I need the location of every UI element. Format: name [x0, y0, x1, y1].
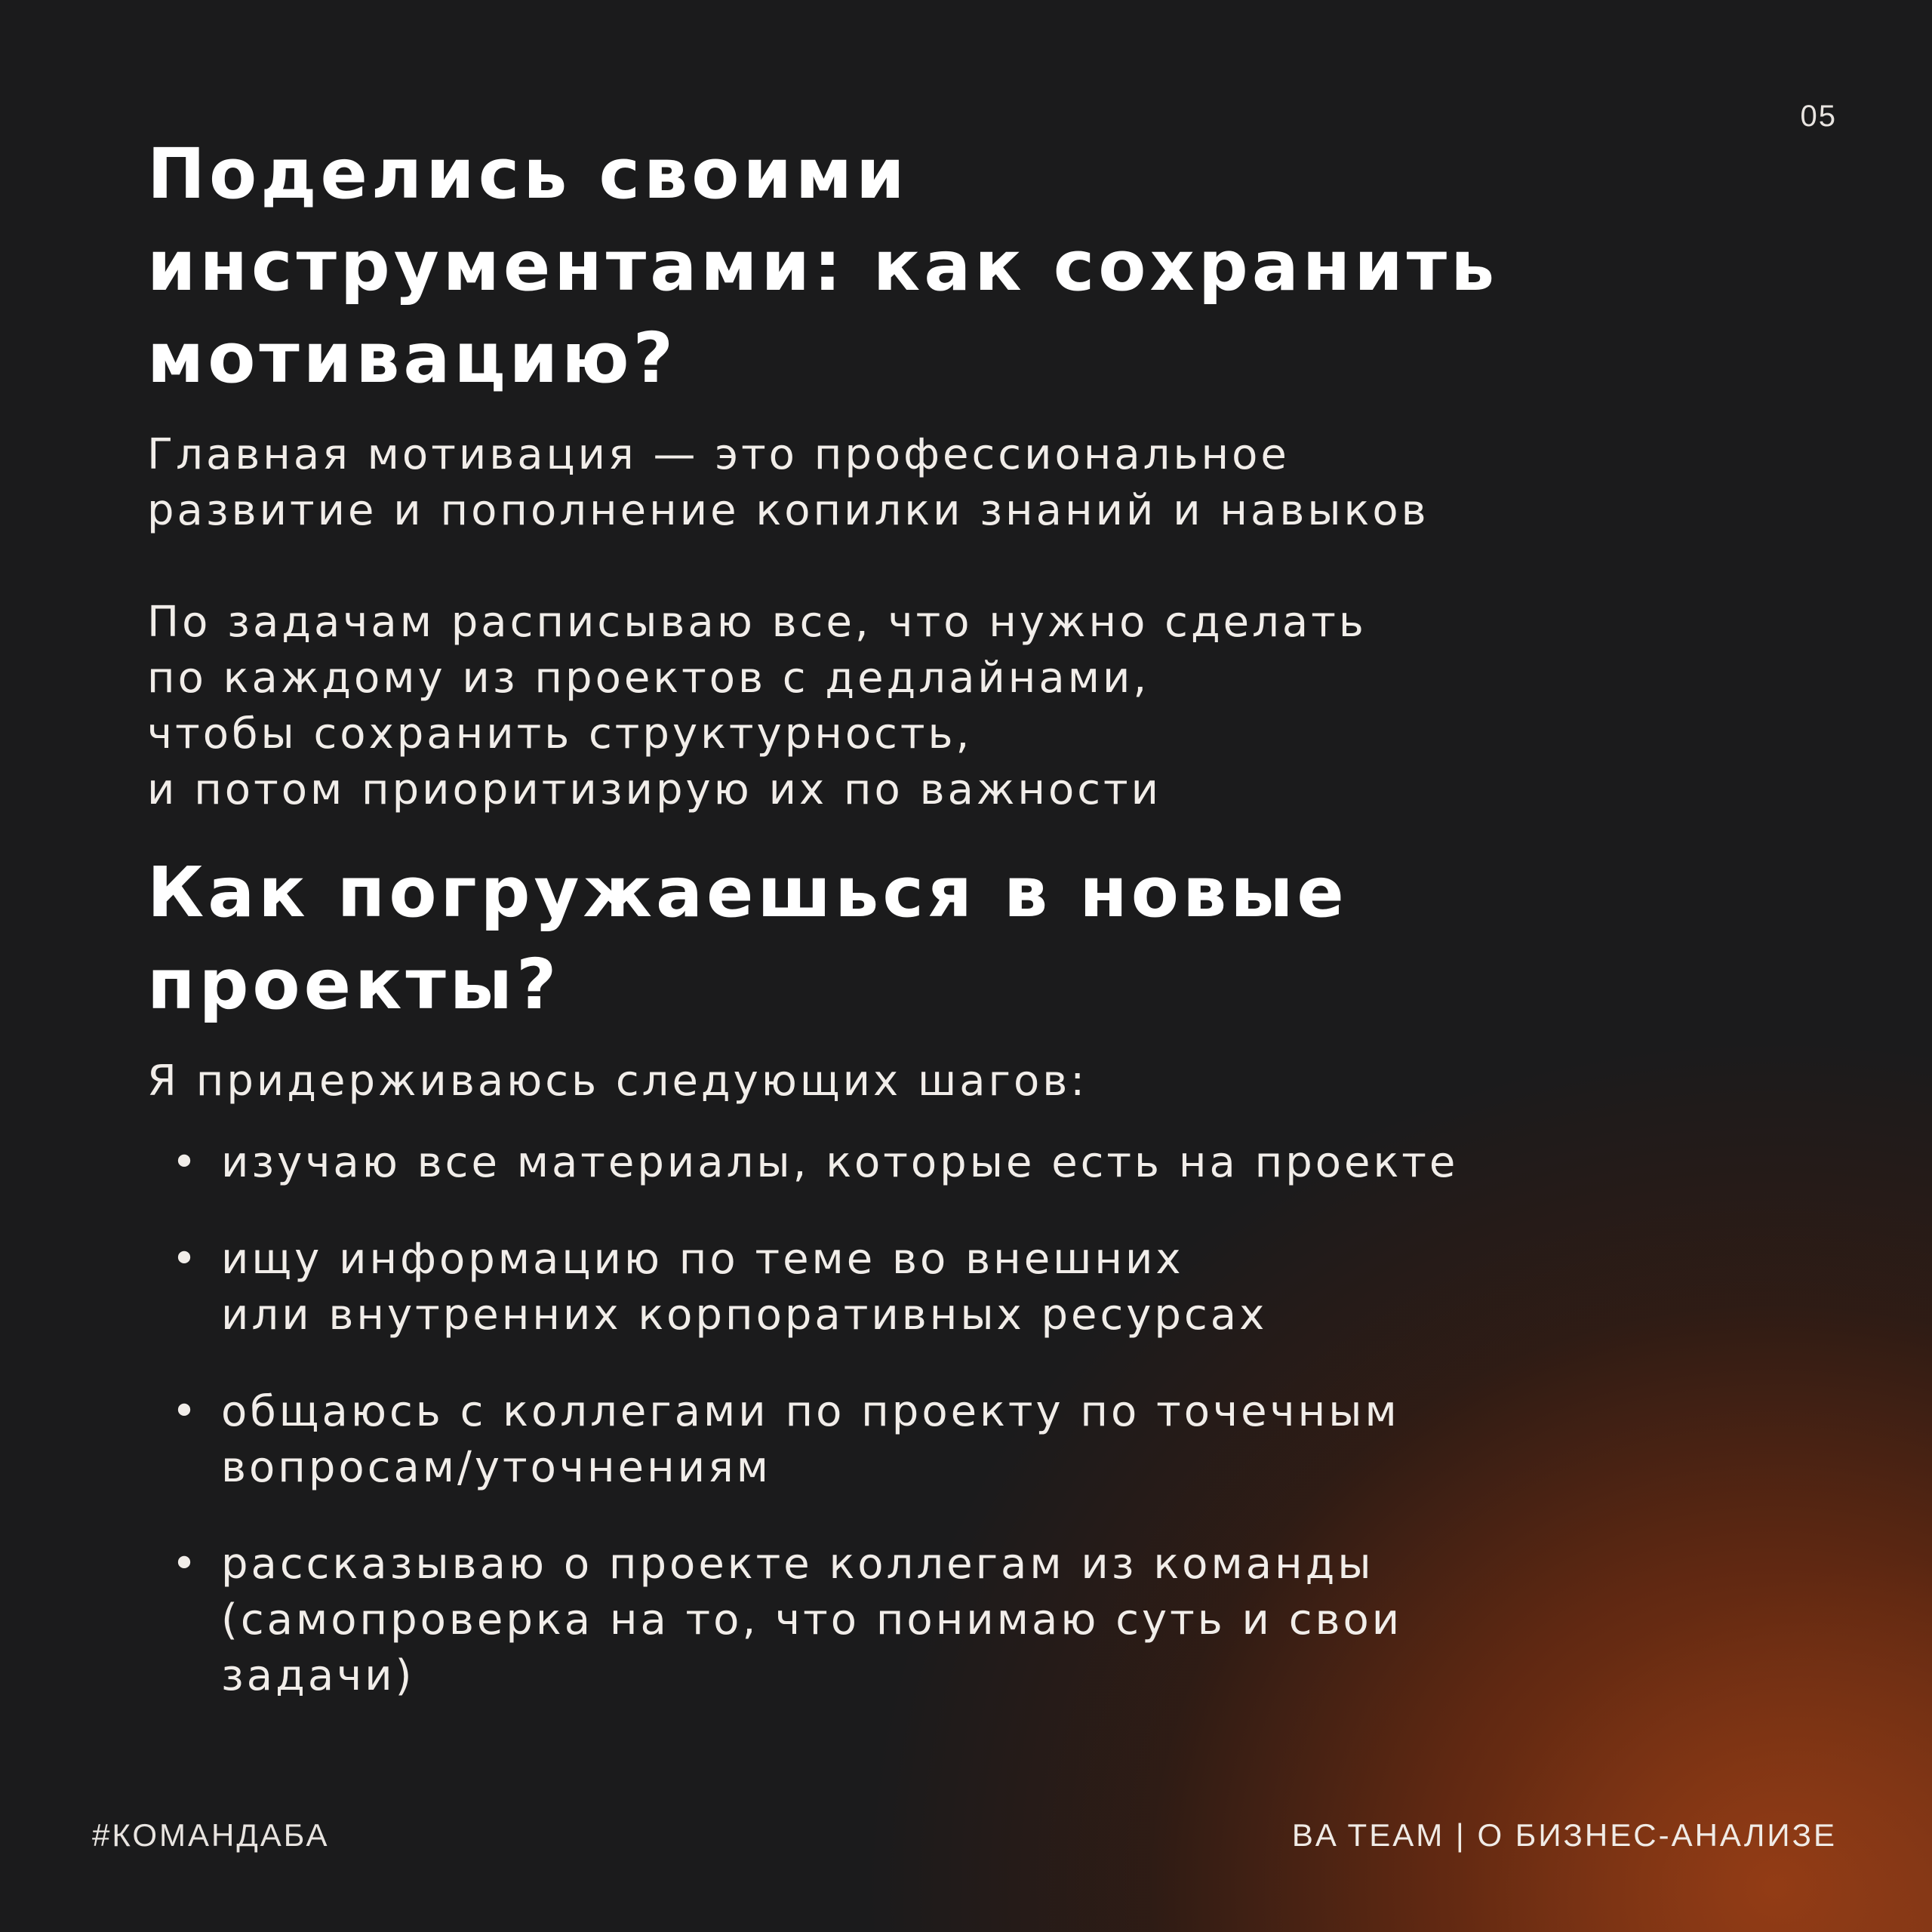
step-text: рассказываю о проекте коллегам из команды (самопроверка на то, что понимаю суть и свои задачи)	[221, 1540, 1403, 1700]
paragraph-steps-intro: Я придерживаюсь следующих шагов:	[147, 1057, 1088, 1106]
footer-hashtag: #КОМАНДАБА	[92, 1817, 330, 1853]
steps-list	[147, 1135, 1823, 1704]
list-item	[147, 1232, 1823, 1343]
page-number: 05	[1800, 100, 1837, 133]
list-item	[147, 1384, 1823, 1496]
step-text: изучаю все материалы, которые есть на проекте	[221, 1138, 1459, 1187]
step-text: общаюсь с коллегами по проекту по точечным вопросам/уточнениям	[221, 1387, 1400, 1492]
paragraph-main-motivation: Главная мотивация — это профессиональное развитие и пополнение копилки знаний и навыков	[147, 430, 1429, 535]
paragraph-task-planning: По задачам расписываю все, что нужно сделать по каждому из проектов с дедлайнами, чтобы сохранить структурность, и потом приоритизирую их по важности	[147, 598, 1367, 814]
bullet-icon: •	[171, 1540, 197, 1589]
list-item	[147, 1537, 1823, 1704]
heading-new-projects: Как погружаешься в новые проекты?	[147, 852, 1348, 1025]
heading-motivation: Поделись своими инструментами: как сохранить мотивацию?	[147, 134, 1499, 398]
bullet-icon: •	[171, 1138, 197, 1187]
step-text: ищу информацию по теме во внешних или внутренних корпоративных ресурсах	[221, 1235, 1268, 1340]
slide-content	[147, 128, 1823, 1745]
list-item	[147, 1135, 1823, 1191]
footer-brand: BA TEAM | О БИЗНЕС-АНАЛИЗЕ	[1291, 1817, 1837, 1853]
bullet-icon: •	[171, 1387, 197, 1436]
bullet-icon: •	[171, 1235, 197, 1284]
